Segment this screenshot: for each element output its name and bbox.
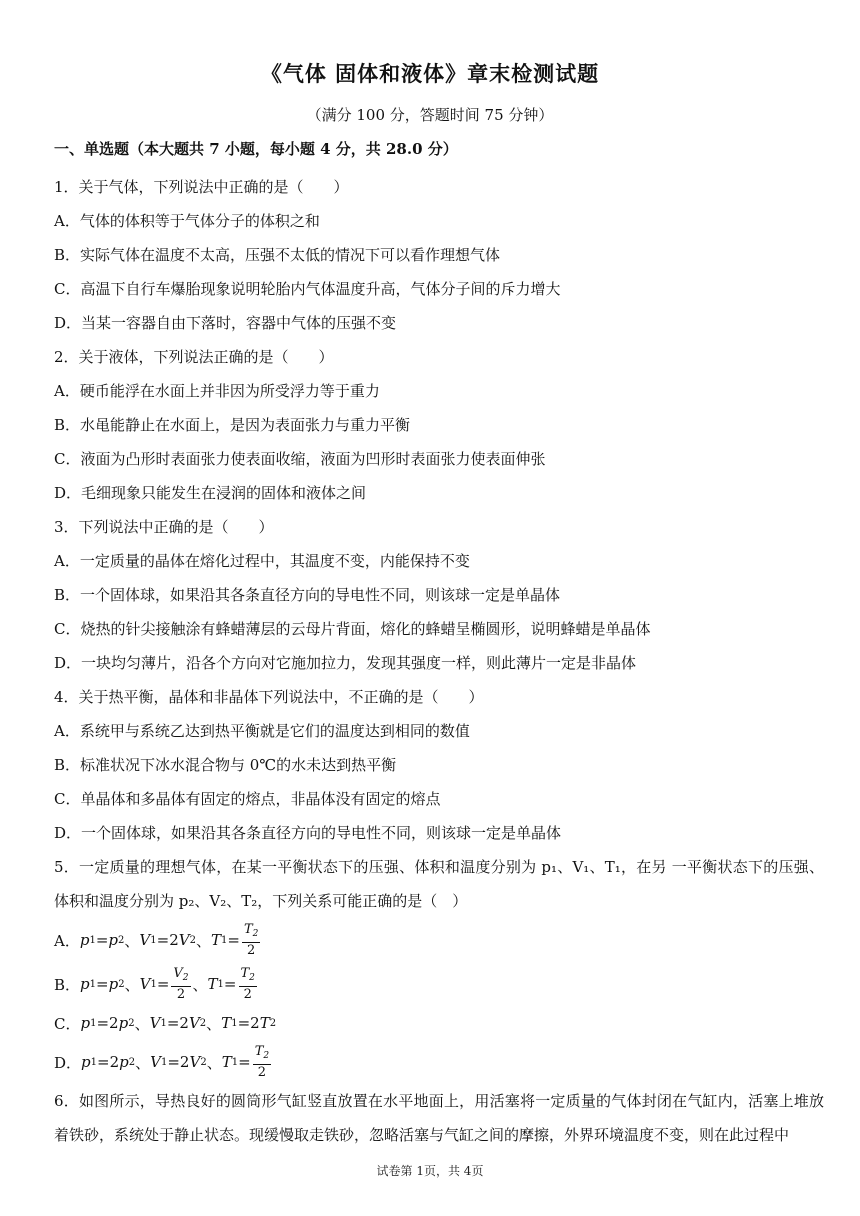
question-4-option-c: C．单晶体和多晶体有固定的熔点，非晶体没有固定的熔点 [54, 790, 441, 808]
question-5-option-b: B． p 1 = p 2 、 V 1 = $\frac{V_2}{2}$ 、 T 1 = $\frac{T_2}{2}$ [54, 966, 255, 1002]
page-title: 《气体 固体和液体》章末检测试题 [260, 61, 600, 86]
question-2-option-b: B．水黾能静止在水面上，是因为表面张力与重力平衡 [54, 416, 411, 434]
question-2-option-a: A．硬币能浮在水面上并非因为所受浮力等于重力 [54, 382, 380, 400]
question-2-option-d: D．毛细现象只能发生在浸润的固体和液体之间 [54, 484, 367, 502]
section-heading: 一、单选题（本大题共 7 小题，每小题 4 分，共 28.0 分） [54, 140, 458, 158]
question-1-stem: 1．关于气体，下列说法中正确的是（ ） [54, 178, 349, 196]
question-5-stem: 5．一定质量的理想气体，在某一平衡状态下的压强、体积和温度分别为 p₁、V₁、T₁，在另 一平衡状态下的压强、体积和温度分别为 p₂、V₂、T₂，下列关系可能正确的是（ ） [54, 858, 824, 910]
question-4-option-d: D．一个固体球，如果沿其各条直径方向的导电性不同，则该球一定是单晶体 [54, 824, 562, 842]
question-3-option-a: A．一定质量的晶体在熔化过程中，其温度不变，内能保持不变 [54, 552, 470, 570]
question-list [54, 170, 824, 1152]
page-subtitle: （满分 100 分，答题时间 75 分钟） [306, 106, 554, 124]
question-1-option-a: A．气体的体积等于气体分子的体积之和 [54, 212, 320, 230]
question-4-stem: 4．关于热平衡，晶体和非晶体下列说法中，不正确的是（ ） [54, 688, 484, 706]
question-5-option-d: D． p 1 =2 p 2 、 V 1 =2 V 2 、 T 1 = $\frac{T_2}{2}$ [54, 1044, 270, 1080]
question-4-option-b: B．标准状况下冰水混合物与 0℃的水未达到热平衡 [54, 756, 397, 774]
question-1-option-c: C．高温下自行车爆胎现象说明轮胎内气体温度升高，气体分子间的斥力增大 [54, 280, 561, 298]
question-3-option-d: D．一块均匀薄片，沿各个方向对它施加拉力，发现其强度一样，则此薄片一定是非晶体 [54, 654, 637, 672]
question-1-option-b: B．实际气体在温度不太高，压强不太低的情况下可以看作理想气体 [54, 246, 501, 264]
question-4-option-a: A．系统甲与系统乙达到热平衡就是它们的温度达到相同的数值 [54, 722, 470, 740]
question-3-stem: 3．下列说法中正确的是（ ） [54, 518, 274, 536]
question-3-option-c: C．烧热的针尖接触涂有蜂蜡薄层的云母片背面，熔化的蜂蜡呈椭圆形，说明蜂蜡是单晶体 [54, 620, 651, 638]
question-3-option-b: B．一个固体球，如果沿其各条直径方向的导电性不同，则该球一定是单晶体 [54, 586, 561, 604]
question-5-option-c: C． p 1 =2 p 2 、 V 1 =2 V 2 、 T 1 =2 T 2 [54, 1014, 277, 1033]
question-5-option-a: A． p 1 = p 2 、 V 1 =2 V 2 、 T 1 = $\frac{T_2}{2}$ [54, 922, 259, 958]
question-2-option-c: C．液面为凸形时表面张力使表面收缩，液面为凹形时表面张力使表面伸张 [54, 450, 546, 468]
question-2-stem: 2．关于液体，下列说法正确的是（ ） [54, 348, 334, 366]
question-6-stem: 6．如图所示，导热良好的圆筒形气缸竖直放置在水平地面上，用活塞将一定质量的气体封闭在气缸内，活塞上堆放着铁砂，系统处于静止状态。现缓慢取走铁砂，忽略活塞与气缸之间的摩擦，外界环境温度不变，则在此过程中 [54, 1092, 824, 1144]
page-footer: 试卷第 1页，共 4页 [376, 1164, 484, 1178]
question-1-option-d: D．当某一容器自由下落时，容器中气体的压强不变 [54, 314, 397, 332]
